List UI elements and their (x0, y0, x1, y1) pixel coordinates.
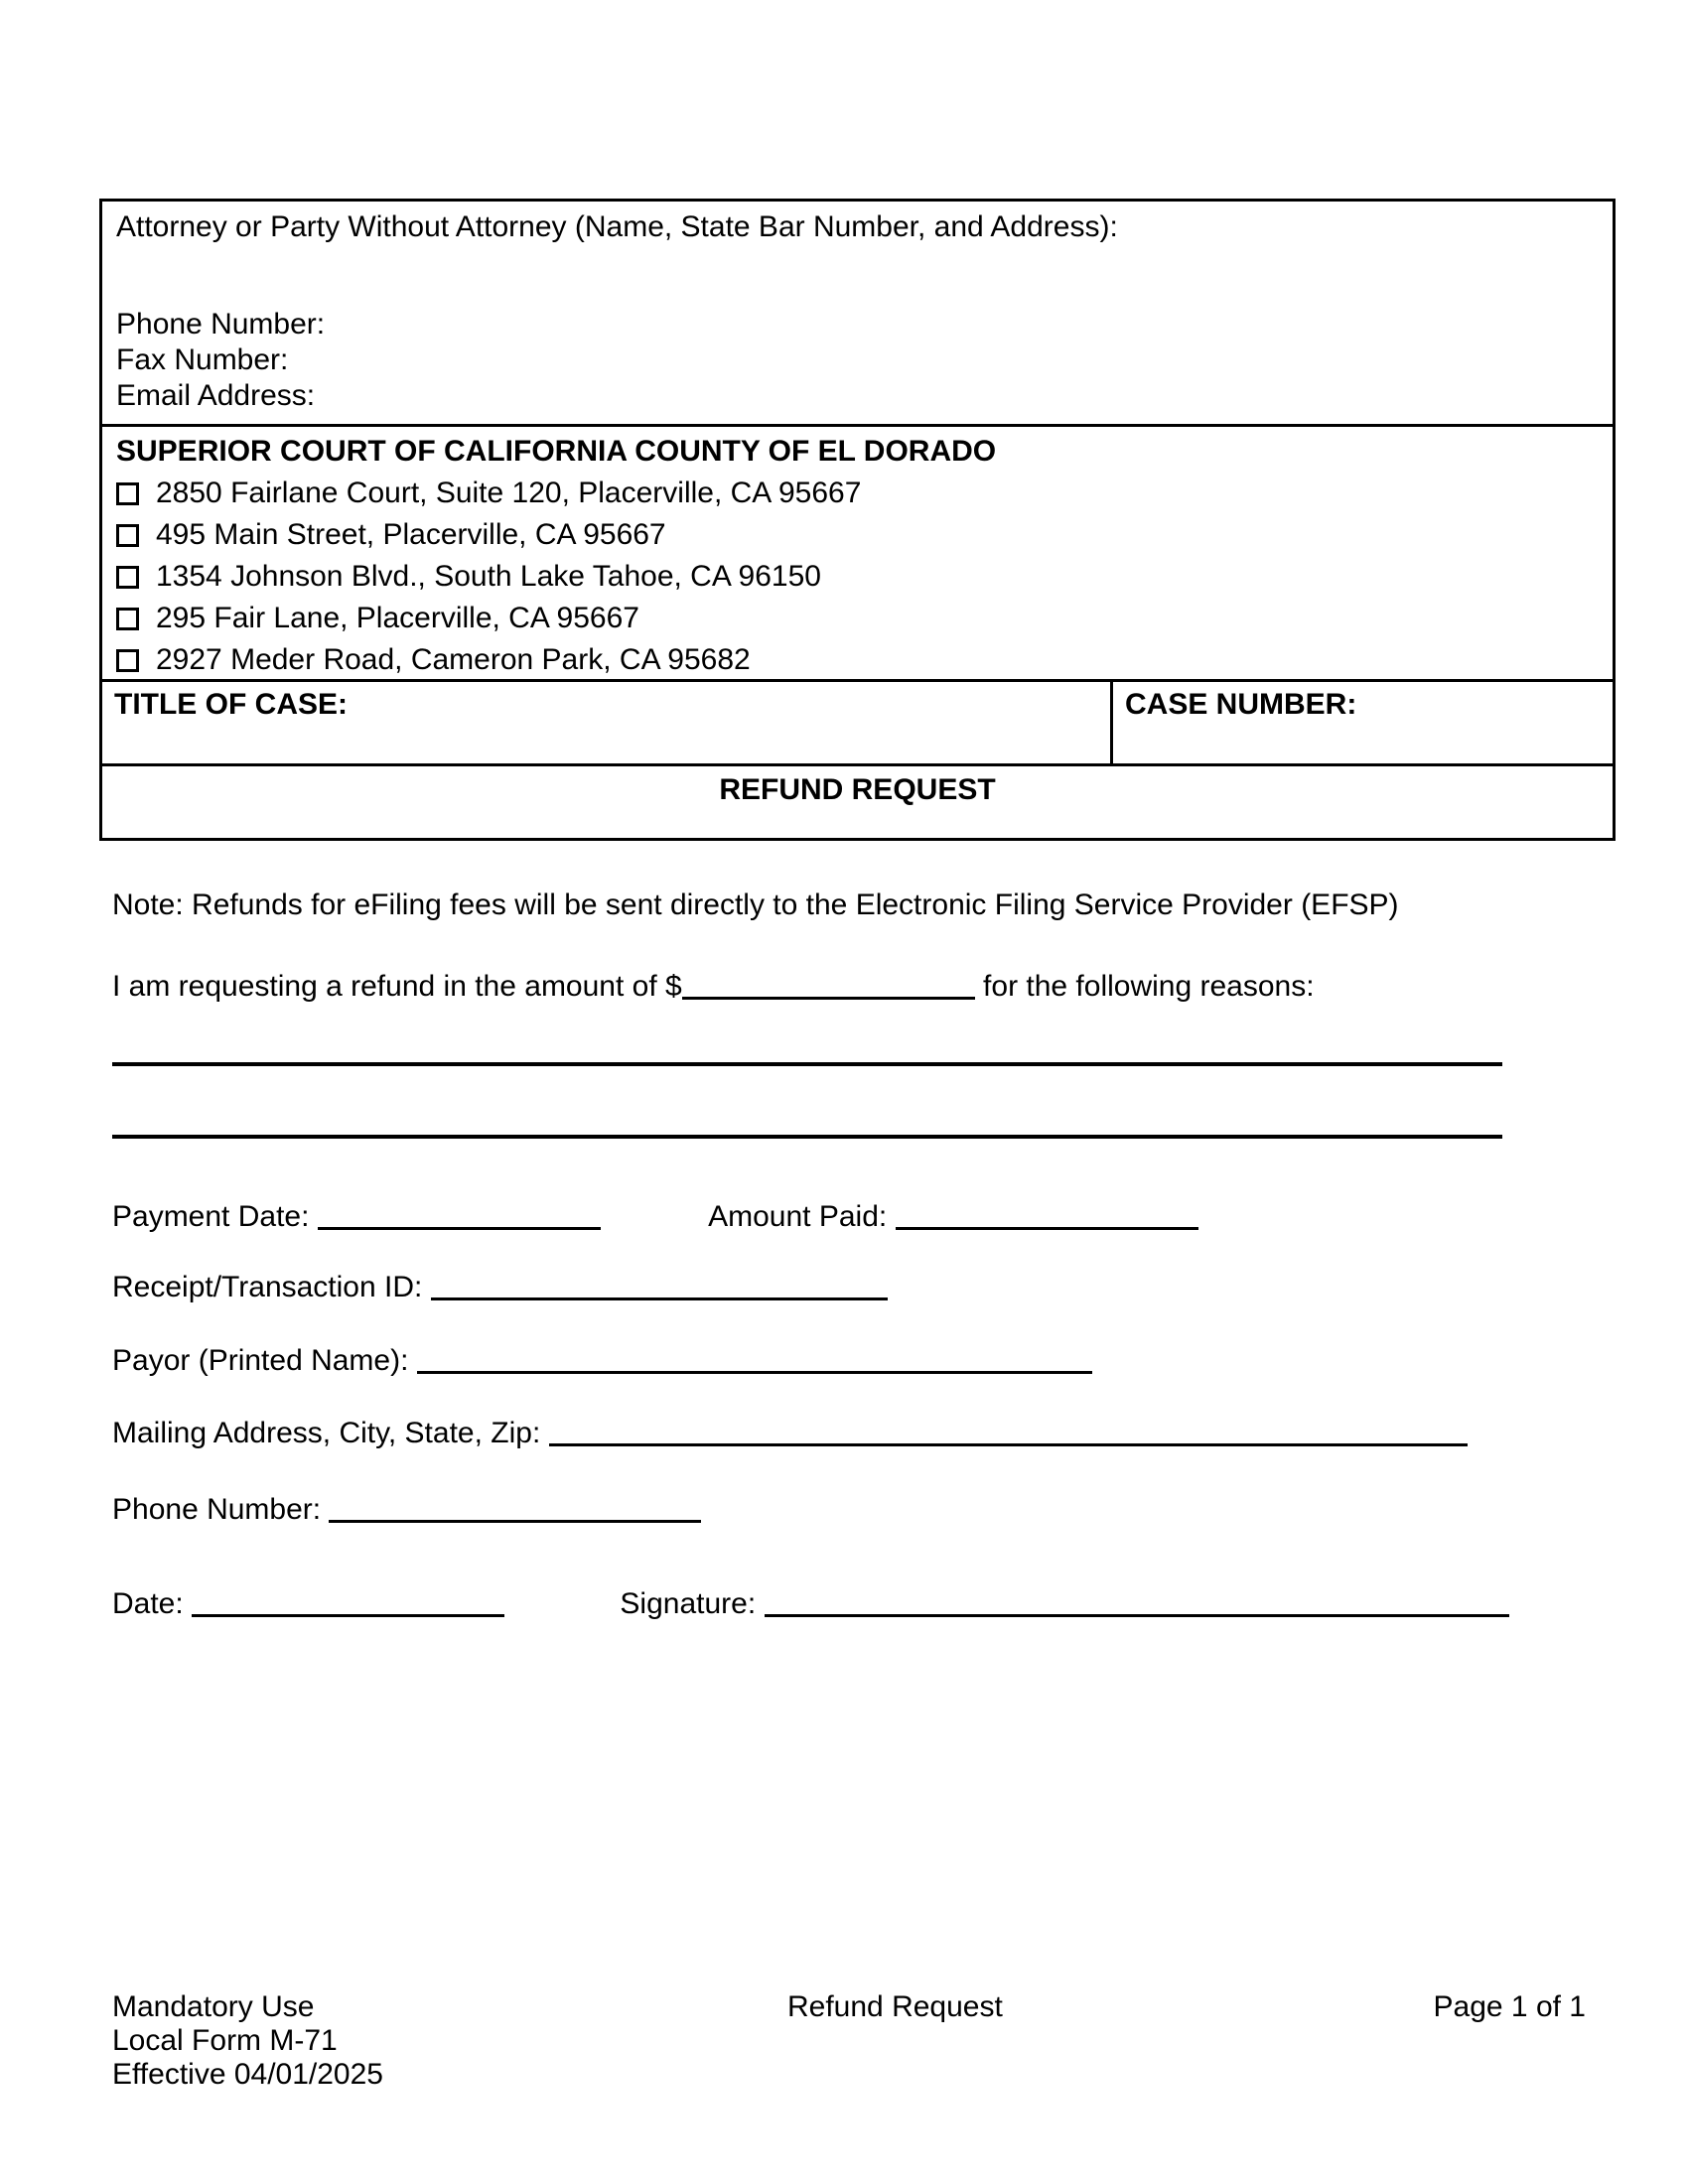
note-text: Note: Refunds for eFiling fees will be sent directly to the Electronic Filing Service Provider (EFSP) (112, 888, 1399, 921)
receipt-row (112, 1269, 888, 1306)
refund-amount-blank[interactable] (682, 968, 975, 1000)
court-location-label: 495 Main Street, Placerville, CA 95667 (156, 518, 666, 551)
title-of-case-label: TITLE OF CASE: (114, 688, 348, 721)
phone-number-label: Phone Number: (116, 308, 326, 341)
court-name: SUPERIOR COURT OF CALIFORNIA COUNTY OF EL DORADO (116, 435, 997, 468)
attorney-box (102, 202, 1613, 424)
payor-name-label: Payor (Printed Name): (112, 1344, 409, 1377)
title-of-case-cell[interactable] (102, 682, 1110, 763)
location-checkbox[interactable] (116, 482, 139, 505)
payor-name-blank[interactable] (417, 1342, 1092, 1374)
receipt-transaction-id-label: Receipt/Transaction ID: (112, 1271, 423, 1303)
receipt-transaction-id-blank[interactable] (431, 1269, 888, 1300)
refund-amount-sentence (112, 968, 1315, 1006)
location-checkbox[interactable] (116, 566, 139, 589)
signature-blank[interactable] (765, 1585, 1509, 1617)
mandatory-use-text: Mandatory Use (112, 1990, 315, 2023)
case-number-label: CASE NUMBER: (1125, 688, 1357, 721)
email-address-label: Email Address: (116, 379, 316, 412)
amount-paid-label: Amount Paid: (708, 1200, 888, 1233)
footer-left (112, 1990, 383, 2092)
form-header-table (99, 199, 1616, 841)
form-number-text: Local Form M-71 (112, 2024, 338, 2057)
form-title-row (102, 763, 1613, 838)
case-number-cell[interactable] (1110, 682, 1613, 763)
location-checkbox[interactable] (116, 608, 139, 630)
fax-number-label: Fax Number: (116, 343, 289, 376)
form-title: REFUND REQUEST (719, 773, 996, 806)
court-location-label: 2927 Meder Road, Cameron Park, CA 95682 (156, 643, 751, 676)
payor-row (112, 1342, 1092, 1380)
payment-date-label: Payment Date: (112, 1200, 310, 1233)
court-location-option (116, 556, 1599, 598)
attorney-label: Attorney or Party Without Attorney (Name, State Bar Number, and Address): (116, 210, 1118, 243)
court-location-option (116, 598, 1599, 639)
location-checkbox[interactable] (116, 649, 139, 672)
footer-form-title: Refund Request (787, 1990, 1003, 2023)
refund-amount-suffix: for the following reasons: (983, 970, 1315, 1003)
mailing-address-label: Mailing Address, City, State, Zip: (112, 1417, 541, 1449)
date-label: Date: (112, 1587, 184, 1620)
effective-date-text: Effective 04/01/2025 (112, 2058, 383, 2091)
date-blank[interactable] (192, 1585, 504, 1617)
court-location-option (116, 514, 1599, 556)
reason-line-1[interactable] (112, 1062, 1502, 1066)
reason-line-2[interactable] (112, 1135, 1502, 1139)
title-case-row (102, 679, 1613, 763)
court-location-label: 1354 Johnson Blvd., South Lake Tahoe, CA 96150 (156, 560, 821, 593)
payment-amount-row (112, 1198, 1198, 1236)
phone-number-row (112, 1491, 701, 1529)
court-location-option (116, 639, 1599, 681)
court-location-option (116, 473, 1599, 514)
mailing-address-blank[interactable] (549, 1415, 1468, 1446)
payment-date-blank[interactable] (318, 1198, 601, 1230)
court-section (102, 424, 1613, 679)
date-signature-row (112, 1585, 1509, 1623)
phone-number-field-label: Phone Number: (112, 1493, 322, 1526)
page-number: Page 1 of 1 (1433, 1990, 1586, 2023)
location-checkbox[interactable] (116, 524, 139, 547)
mailing-address-row (112, 1415, 1468, 1452)
court-location-label: 295 Fair Lane, Placerville, CA 95667 (156, 602, 639, 634)
refund-amount-prefix: I am requesting a refund in the amount of $ (112, 970, 682, 1003)
amount-paid-blank[interactable] (896, 1198, 1198, 1230)
court-location-label: 2850 Fairlane Court, Suite 120, Placerville, CA 95667 (156, 477, 862, 509)
signature-label: Signature: (620, 1587, 757, 1620)
phone-number-blank[interactable] (329, 1491, 701, 1523)
